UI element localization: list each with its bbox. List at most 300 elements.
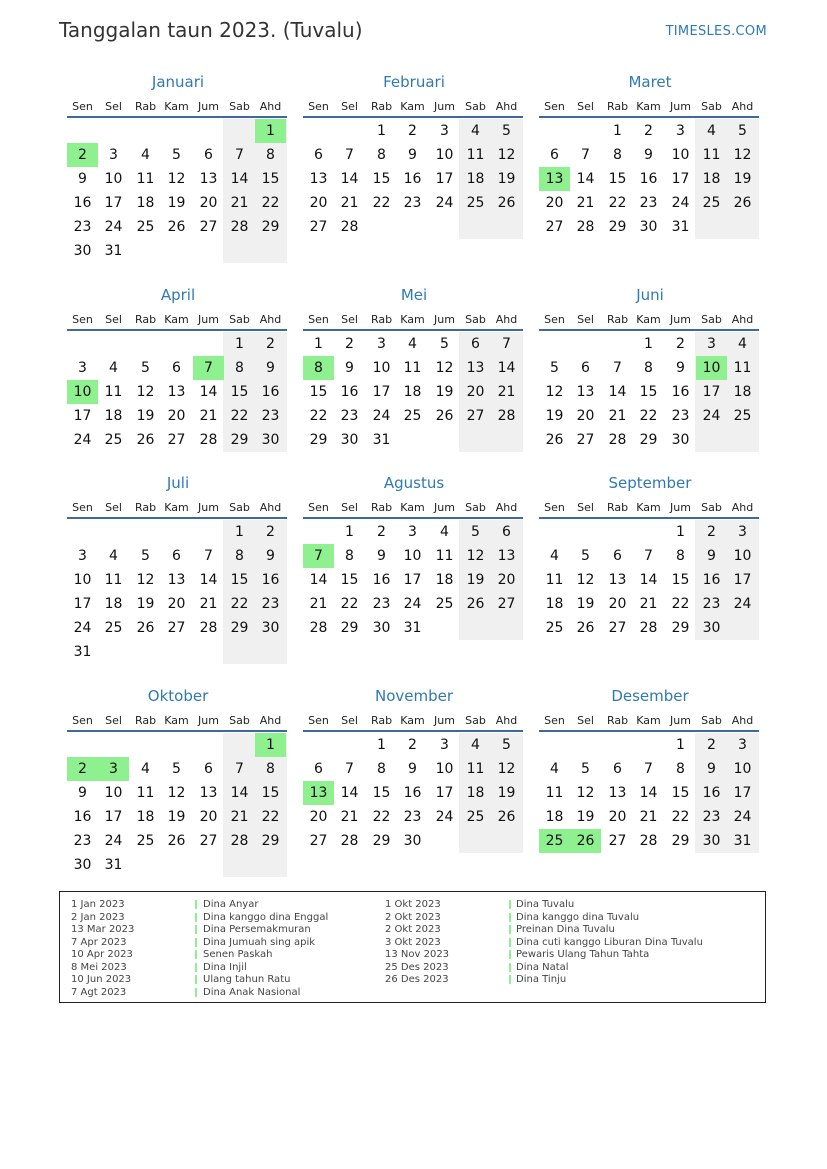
day-cell[interactable]: 10 (671, 147, 690, 163)
day-cell[interactable]: 8 (377, 761, 386, 777)
day-cell[interactable]: 7 (345, 761, 354, 777)
day-cell[interactable]: 9 (707, 548, 716, 564)
day-cell[interactable]: 23 (340, 408, 359, 424)
day-cell[interactable]: 9 (78, 785, 87, 801)
day-cell[interactable]: 4 (550, 761, 559, 777)
day-cell[interactable]: 14 (639, 785, 658, 801)
day-cell[interactable]: 19 (733, 171, 752, 187)
day-cell[interactable]: 28 (639, 620, 658, 636)
day-cell[interactable]: 31 (104, 243, 123, 259)
day-cell[interactable]: 5 (471, 524, 480, 540)
day-cell[interactable]: 5 (550, 360, 559, 376)
day-cell[interactable]: 28 (230, 219, 249, 235)
holiday-day-cell[interactable]: 1 (255, 119, 286, 143)
day-cell[interactable]: 13 (199, 171, 218, 187)
day-cell[interactable]: 25 (702, 195, 721, 211)
holiday-day-cell[interactable]: 13 (539, 167, 570, 191)
day-cell[interactable]: 27 (608, 833, 627, 849)
day-cell[interactable]: 24 (733, 596, 752, 612)
day-cell[interactable]: 19 (136, 596, 155, 612)
day-cell[interactable]: 18 (403, 384, 422, 400)
day-cell[interactable]: 12 (576, 785, 595, 801)
day-cell[interactable]: 23 (671, 408, 690, 424)
day-cell[interactable]: 18 (435, 572, 454, 588)
day-cell[interactable]: 5 (502, 737, 511, 753)
day-cell[interactable]: 22 (340, 596, 359, 612)
day-cell[interactable]: 7 (613, 360, 622, 376)
day-cell[interactable]: 6 (172, 360, 181, 376)
day-cell[interactable]: 31 (372, 432, 391, 448)
day-cell[interactable]: 9 (676, 360, 685, 376)
day-cell[interactable]: 11 (136, 785, 155, 801)
day-cell[interactable]: 23 (261, 596, 280, 612)
holiday-day-cell[interactable]: 2 (67, 757, 98, 781)
day-cell[interactable]: 2 (644, 123, 653, 139)
day-cell[interactable]: 13 (608, 572, 627, 588)
day-cell[interactable]: 12 (576, 572, 595, 588)
day-cell[interactable]: 2 (408, 737, 417, 753)
day-cell[interactable]: 3 (738, 524, 747, 540)
day-cell[interactable]: 18 (466, 171, 485, 187)
day-cell[interactable]: 26 (497, 195, 516, 211)
day-cell[interactable]: 10 (435, 147, 454, 163)
day-cell[interactable]: 25 (104, 620, 123, 636)
holiday-day-cell[interactable]: 26 (570, 829, 601, 853)
day-cell[interactable]: 28 (497, 408, 516, 424)
day-cell[interactable]: 30 (403, 833, 422, 849)
day-cell[interactable]: 28 (340, 833, 359, 849)
day-cell[interactable]: 14 (199, 572, 218, 588)
day-cell[interactable]: 16 (261, 384, 280, 400)
day-cell[interactable]: 19 (497, 785, 516, 801)
day-cell[interactable]: 10 (104, 785, 123, 801)
day-cell[interactable]: 11 (136, 171, 155, 187)
day-cell[interactable]: 13 (167, 384, 186, 400)
day-cell[interactable]: 13 (309, 171, 328, 187)
day-cell[interactable]: 10 (435, 761, 454, 777)
day-cell[interactable]: 12 (167, 171, 186, 187)
day-cell[interactable]: 19 (576, 596, 595, 612)
day-cell[interactable]: 8 (377, 147, 386, 163)
day-cell[interactable]: 14 (340, 785, 359, 801)
holiday-day-cell[interactable]: 10 (696, 356, 727, 380)
day-cell[interactable]: 30 (73, 857, 92, 873)
day-cell[interactable]: 21 (340, 809, 359, 825)
day-cell[interactable]: 7 (644, 548, 653, 564)
day-cell[interactable]: 9 (266, 360, 275, 376)
day-cell[interactable]: 7 (204, 548, 213, 564)
day-cell[interactable]: 26 (136, 432, 155, 448)
day-cell[interactable]: 8 (266, 761, 275, 777)
day-cell[interactable]: 11 (435, 548, 454, 564)
day-cell[interactable]: 18 (702, 171, 721, 187)
day-cell[interactable]: 22 (230, 596, 249, 612)
day-cell[interactable]: 30 (702, 833, 721, 849)
day-cell[interactable]: 15 (671, 785, 690, 801)
day-cell[interactable]: 4 (109, 548, 118, 564)
day-cell[interactable]: 29 (671, 620, 690, 636)
day-cell[interactable]: 17 (104, 809, 123, 825)
day-cell[interactable]: 25 (435, 596, 454, 612)
day-cell[interactable]: 21 (497, 384, 516, 400)
day-cell[interactable]: 5 (172, 761, 181, 777)
day-cell[interactable]: 14 (497, 360, 516, 376)
day-cell[interactable]: 21 (608, 408, 627, 424)
day-cell[interactable]: 24 (372, 408, 391, 424)
day-cell[interactable]: 29 (372, 833, 391, 849)
day-cell[interactable]: 29 (261, 833, 280, 849)
day-cell[interactable]: 15 (261, 171, 280, 187)
day-cell[interactable]: 6 (613, 761, 622, 777)
day-cell[interactable]: 30 (702, 620, 721, 636)
day-cell[interactable]: 26 (136, 620, 155, 636)
day-cell[interactable]: 20 (199, 809, 218, 825)
day-cell[interactable]: 14 (639, 572, 658, 588)
day-cell[interactable]: 25 (136, 219, 155, 235)
day-cell[interactable]: 22 (261, 809, 280, 825)
day-cell[interactable]: 18 (136, 195, 155, 211)
day-cell[interactable]: 9 (377, 548, 386, 564)
day-cell[interactable]: 25 (403, 408, 422, 424)
day-cell[interactable]: 4 (141, 147, 150, 163)
day-cell[interactable]: 3 (78, 360, 87, 376)
day-cell[interactable]: 8 (235, 548, 244, 564)
holiday-day-cell[interactable]: 13 (303, 781, 334, 805)
day-cell[interactable]: 29 (261, 219, 280, 235)
day-cell[interactable]: 10 (733, 761, 752, 777)
day-cell[interactable]: 1 (676, 737, 685, 753)
day-cell[interactable]: 9 (345, 360, 354, 376)
day-cell[interactable]: 18 (545, 596, 564, 612)
day-cell[interactable]: 17 (104, 195, 123, 211)
day-cell[interactable]: 17 (702, 384, 721, 400)
day-cell[interactable]: 7 (235, 147, 244, 163)
day-cell[interactable]: 11 (104, 572, 123, 588)
holiday-day-cell[interactable]: 1 (255, 733, 286, 757)
day-cell[interactable]: 15 (608, 171, 627, 187)
day-cell[interactable]: 21 (639, 809, 658, 825)
day-cell[interactable]: 15 (372, 785, 391, 801)
day-cell[interactable]: 16 (403, 785, 422, 801)
day-cell[interactable]: 18 (733, 384, 752, 400)
day-cell[interactable]: 20 (199, 195, 218, 211)
day-cell[interactable]: 27 (309, 833, 328, 849)
day-cell[interactable]: 6 (314, 147, 323, 163)
day-cell[interactable]: 2 (707, 737, 716, 753)
day-cell[interactable]: 2 (345, 336, 354, 352)
day-cell[interactable]: 20 (309, 195, 328, 211)
day-cell[interactable]: 12 (497, 761, 516, 777)
day-cell[interactable]: 24 (104, 219, 123, 235)
day-cell[interactable]: 22 (608, 195, 627, 211)
day-cell[interactable]: 5 (172, 147, 181, 163)
day-cell[interactable]: 20 (608, 809, 627, 825)
day-cell[interactable]: 3 (109, 147, 118, 163)
day-cell[interactable]: 16 (639, 171, 658, 187)
day-cell[interactable]: 19 (136, 408, 155, 424)
day-cell[interactable]: 21 (309, 596, 328, 612)
day-cell[interactable]: 28 (639, 833, 658, 849)
day-cell[interactable]: 5 (141, 360, 150, 376)
day-cell[interactable]: 1 (345, 524, 354, 540)
day-cell[interactable]: 12 (167, 785, 186, 801)
day-cell[interactable]: 14 (340, 171, 359, 187)
day-cell[interactable]: 29 (309, 432, 328, 448)
day-cell[interactable]: 4 (440, 524, 449, 540)
day-cell[interactable]: 28 (230, 833, 249, 849)
day-cell[interactable]: 6 (172, 548, 181, 564)
day-cell[interactable]: 6 (550, 147, 559, 163)
day-cell[interactable]: 17 (733, 785, 752, 801)
day-cell[interactable]: 22 (671, 596, 690, 612)
day-cell[interactable]: 22 (261, 195, 280, 211)
day-cell[interactable]: 15 (230, 572, 249, 588)
day-cell[interactable]: 2 (377, 524, 386, 540)
day-cell[interactable]: 23 (403, 809, 422, 825)
day-cell[interactable]: 30 (639, 219, 658, 235)
day-cell[interactable]: 27 (497, 596, 516, 612)
day-cell[interactable]: 23 (261, 408, 280, 424)
day-cell[interactable]: 28 (340, 219, 359, 235)
day-cell[interactable]: 25 (733, 408, 752, 424)
day-cell[interactable]: 14 (608, 384, 627, 400)
day-cell[interactable]: 31 (73, 644, 92, 660)
day-cell[interactable]: 21 (576, 195, 595, 211)
day-cell[interactable]: 7 (581, 147, 590, 163)
day-cell[interactable]: 24 (73, 432, 92, 448)
day-cell[interactable]: 17 (73, 596, 92, 612)
day-cell[interactable]: 24 (702, 408, 721, 424)
day-cell[interactable]: 27 (167, 620, 186, 636)
day-cell[interactable]: 21 (639, 596, 658, 612)
day-cell[interactable]: 17 (372, 384, 391, 400)
day-cell[interactable]: 2 (676, 336, 685, 352)
day-cell[interactable]: 22 (230, 408, 249, 424)
day-cell[interactable]: 15 (671, 572, 690, 588)
day-cell[interactable]: 18 (136, 809, 155, 825)
day-cell[interactable]: 7 (644, 761, 653, 777)
day-cell[interactable]: 13 (576, 384, 595, 400)
day-cell[interactable]: 20 (608, 596, 627, 612)
day-cell[interactable]: 25 (466, 809, 485, 825)
day-cell[interactable]: 13 (167, 572, 186, 588)
day-cell[interactable]: 5 (738, 123, 747, 139)
day-cell[interactable]: 9 (266, 548, 275, 564)
day-cell[interactable]: 9 (408, 147, 417, 163)
day-cell[interactable]: 8 (266, 147, 275, 163)
day-cell[interactable]: 30 (340, 432, 359, 448)
day-cell[interactable]: 9 (408, 761, 417, 777)
day-cell[interactable]: 11 (545, 572, 564, 588)
day-cell[interactable]: 29 (608, 219, 627, 235)
day-cell[interactable]: 10 (733, 548, 752, 564)
day-cell[interactable]: 24 (733, 809, 752, 825)
day-cell[interactable]: 6 (204, 761, 213, 777)
day-cell[interactable]: 23 (73, 833, 92, 849)
day-cell[interactable]: 12 (497, 147, 516, 163)
day-cell[interactable]: 16 (702, 785, 721, 801)
day-cell[interactable]: 23 (403, 195, 422, 211)
day-cell[interactable]: 19 (435, 384, 454, 400)
day-cell[interactable]: 30 (73, 243, 92, 259)
day-cell[interactable]: 26 (466, 596, 485, 612)
day-cell[interactable]: 10 (372, 360, 391, 376)
day-cell[interactable]: 26 (167, 833, 186, 849)
day-cell[interactable]: 19 (576, 809, 595, 825)
day-cell[interactable]: 17 (435, 785, 454, 801)
day-cell[interactable]: 27 (199, 219, 218, 235)
day-cell[interactable]: 30 (671, 432, 690, 448)
day-cell[interactable]: 30 (261, 620, 280, 636)
day-cell[interactable]: 1 (314, 336, 323, 352)
day-cell[interactable]: 3 (676, 123, 685, 139)
day-cell[interactable]: 17 (671, 171, 690, 187)
day-cell[interactable]: 21 (230, 809, 249, 825)
day-cell[interactable]: 11 (466, 147, 485, 163)
holiday-day-cell[interactable]: 2 (67, 143, 98, 167)
day-cell[interactable]: 17 (733, 572, 752, 588)
day-cell[interactable]: 21 (230, 195, 249, 211)
day-cell[interactable]: 14 (230, 785, 249, 801)
day-cell[interactable]: 4 (408, 336, 417, 352)
day-cell[interactable]: 30 (372, 620, 391, 636)
day-cell[interactable]: 1 (377, 123, 386, 139)
day-cell[interactable]: 1 (676, 524, 685, 540)
day-cell[interactable]: 2 (707, 524, 716, 540)
day-cell[interactable]: 24 (104, 833, 123, 849)
day-cell[interactable]: 19 (167, 195, 186, 211)
day-cell[interactable]: 5 (141, 548, 150, 564)
day-cell[interactable]: 19 (497, 171, 516, 187)
day-cell[interactable]: 7 (345, 147, 354, 163)
day-cell[interactable]: 21 (340, 195, 359, 211)
day-cell[interactable]: 16 (403, 171, 422, 187)
day-cell[interactable]: 15 (230, 384, 249, 400)
day-cell[interactable]: 30 (261, 432, 280, 448)
day-cell[interactable]: 23 (73, 219, 92, 235)
day-cell[interactable]: 20 (466, 384, 485, 400)
day-cell[interactable]: 24 (435, 195, 454, 211)
day-cell[interactable]: 6 (502, 524, 511, 540)
day-cell[interactable]: 31 (733, 833, 752, 849)
day-cell[interactable]: 26 (545, 432, 564, 448)
day-cell[interactable]: 5 (581, 761, 590, 777)
day-cell[interactable]: 2 (266, 524, 275, 540)
day-cell[interactable]: 29 (639, 432, 658, 448)
day-cell[interactable]: 20 (545, 195, 564, 211)
day-cell[interactable]: 3 (78, 548, 87, 564)
day-cell[interactable]: 23 (702, 809, 721, 825)
day-cell[interactable]: 3 (440, 123, 449, 139)
day-cell[interactable]: 25 (136, 833, 155, 849)
holiday-day-cell[interactable]: 7 (303, 544, 334, 568)
day-cell[interactable]: 22 (372, 195, 391, 211)
day-cell[interactable]: 22 (671, 809, 690, 825)
day-cell[interactable]: 28 (199, 620, 218, 636)
day-cell[interactable]: 9 (707, 761, 716, 777)
day-cell[interactable]: 27 (167, 432, 186, 448)
day-cell[interactable]: 8 (676, 761, 685, 777)
day-cell[interactable]: 5 (440, 336, 449, 352)
day-cell[interactable]: 31 (104, 857, 123, 873)
day-cell[interactable]: 18 (104, 408, 123, 424)
day-cell[interactable]: 23 (372, 596, 391, 612)
day-cell[interactable]: 28 (608, 432, 627, 448)
day-cell[interactable]: 2 (408, 123, 417, 139)
day-cell[interactable]: 26 (576, 620, 595, 636)
day-cell[interactable]: 20 (167, 408, 186, 424)
day-cell[interactable]: 4 (471, 123, 480, 139)
day-cell[interactable]: 29 (340, 620, 359, 636)
day-cell[interactable]: 25 (545, 620, 564, 636)
day-cell[interactable]: 10 (403, 548, 422, 564)
day-cell[interactable]: 7 (502, 336, 511, 352)
day-cell[interactable]: 8 (676, 548, 685, 564)
day-cell[interactable]: 4 (141, 761, 150, 777)
day-cell[interactable]: 12 (545, 384, 564, 400)
day-cell[interactable]: 18 (545, 809, 564, 825)
day-cell[interactable]: 12 (136, 384, 155, 400)
day-cell[interactable]: 8 (644, 360, 653, 376)
day-cell[interactable]: 27 (576, 432, 595, 448)
day-cell[interactable]: 27 (608, 620, 627, 636)
day-cell[interactable]: 14 (199, 384, 218, 400)
day-cell[interactable]: 22 (372, 809, 391, 825)
holiday-day-cell[interactable]: 7 (193, 356, 224, 380)
day-cell[interactable]: 8 (345, 548, 354, 564)
day-cell[interactable]: 31 (403, 620, 422, 636)
day-cell[interactable]: 21 (199, 596, 218, 612)
day-cell[interactable]: 11 (733, 360, 752, 376)
day-cell[interactable]: 29 (230, 432, 249, 448)
day-cell[interactable]: 15 (261, 785, 280, 801)
day-cell[interactable]: 26 (435, 408, 454, 424)
day-cell[interactable]: 11 (403, 360, 422, 376)
day-cell[interactable]: 3 (440, 737, 449, 753)
day-cell[interactable]: 1 (613, 123, 622, 139)
day-cell[interactable]: 19 (167, 809, 186, 825)
day-cell[interactable]: 17 (73, 408, 92, 424)
day-cell[interactable]: 28 (309, 620, 328, 636)
site-logo[interactable]: TIMESLES.COM (665, 24, 767, 39)
day-cell[interactable]: 16 (340, 384, 359, 400)
day-cell[interactable]: 4 (471, 737, 480, 753)
day-cell[interactable]: 29 (671, 833, 690, 849)
day-cell[interactable]: 16 (73, 809, 92, 825)
day-cell[interactable]: 14 (230, 171, 249, 187)
day-cell[interactable]: 26 (733, 195, 752, 211)
day-cell[interactable]: 27 (309, 219, 328, 235)
day-cell[interactable]: 8 (613, 147, 622, 163)
day-cell[interactable]: 6 (613, 548, 622, 564)
day-cell[interactable]: 27 (545, 219, 564, 235)
day-cell[interactable]: 3 (738, 737, 747, 753)
day-cell[interactable]: 28 (199, 432, 218, 448)
day-cell[interactable]: 12 (136, 572, 155, 588)
day-cell[interactable]: 3 (408, 524, 417, 540)
day-cell[interactable]: 7 (235, 761, 244, 777)
day-cell[interactable]: 6 (204, 147, 213, 163)
day-cell[interactable]: 13 (199, 785, 218, 801)
day-cell[interactable]: 6 (581, 360, 590, 376)
day-cell[interactable]: 19 (545, 408, 564, 424)
day-cell[interactable]: 12 (466, 548, 485, 564)
holiday-day-cell[interactable]: 8 (303, 356, 334, 380)
day-cell[interactable]: 20 (309, 809, 328, 825)
day-cell[interactable]: 14 (576, 171, 595, 187)
day-cell[interactable]: 1 (644, 336, 653, 352)
day-cell[interactable]: 22 (639, 408, 658, 424)
